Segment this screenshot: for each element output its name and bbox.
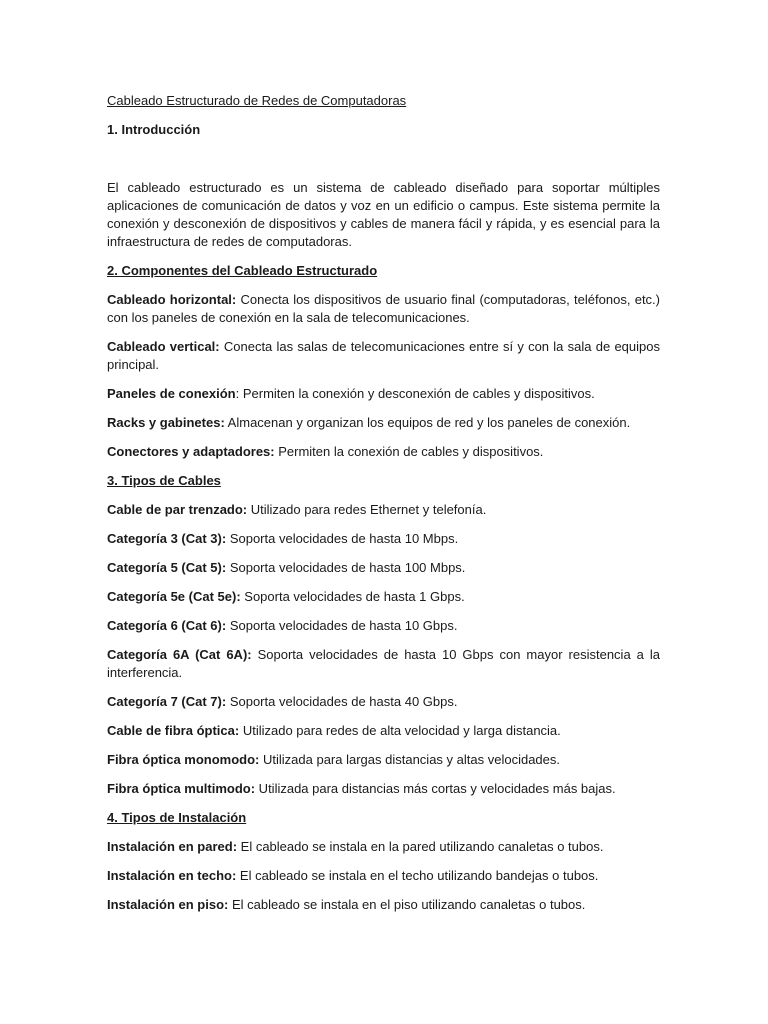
item-term: Instalación en techo: xyxy=(107,868,237,883)
item-term: Categoría 5 (Cat 5): xyxy=(107,560,227,575)
item-desc: El cableado se instala en la pared utilizando canaletas o tubos. xyxy=(237,839,604,854)
list-item xyxy=(107,588,660,606)
item-term: Racks y gabinetes: xyxy=(107,415,225,430)
list-item xyxy=(107,751,660,769)
list-item xyxy=(107,338,660,374)
list-item xyxy=(107,443,660,461)
item-term: Categoría 6 (Cat 6): xyxy=(107,618,227,633)
list-item xyxy=(107,838,660,856)
list-item xyxy=(107,291,660,327)
item-term: Categoría 7 (Cat 7): xyxy=(107,694,227,709)
item-term: Cable de fibra óptica: xyxy=(107,723,240,738)
item-desc: Conecta las salas de telecomunicaciones entre sí y con la sala de equipos principal. xyxy=(107,339,660,372)
item-desc: Soporta velocidades de hasta 10 Mbps. xyxy=(226,531,459,546)
list-item xyxy=(107,559,660,577)
section-heading-componentes: 2. Componentes del Cableado Estructurado xyxy=(107,263,378,278)
item-term: Instalación en pared: xyxy=(107,839,238,854)
list-item xyxy=(107,693,660,711)
item-term: Instalación en piso: xyxy=(107,897,229,912)
section-heading-tipos-de-instalacion: 4. Tipos de Instalación xyxy=(107,810,247,825)
intro-paragraph: El cableado estructurado es un sistema de cableado diseñado para soportar múltiples aplicaciones de comunicación de datos y voz en un edificio o campus. Este sistema permite la conexión y desconexión de dispositivos y cables de manera fácil y rápida, y es esencial para la infraestructura de redes de computadoras. xyxy=(107,180,660,249)
item-desc: Soporta velocidades de hasta 1 Gbps. xyxy=(240,589,465,604)
item-term: Categoría 3 (Cat 3): xyxy=(107,531,227,546)
section-heading-introduccion: 1. Introducción xyxy=(107,122,201,137)
item-term: Paneles de conexión xyxy=(107,386,236,401)
item-term: Fibra óptica multimodo: xyxy=(107,781,256,796)
document-title: Cableado Estructurado de Redes de Computadoras xyxy=(107,93,407,108)
item-desc: Soporta velocidades de hasta 10 Gbps con mayor resistencia a la interferencia. xyxy=(107,647,660,680)
item-desc: Permiten la conexión de cables y dispositivos. xyxy=(274,444,544,459)
list-item xyxy=(107,501,660,519)
list-item xyxy=(107,530,660,548)
list-item xyxy=(107,646,660,682)
item-desc: Utilizada para distancias más cortas y velocidades más bajas. xyxy=(255,781,616,796)
list-item xyxy=(107,722,660,740)
item-desc: Soporta velocidades de hasta 100 Mbps. xyxy=(226,560,466,575)
item-desc: El cableado se instala en el piso utilizando canaletas o tubos. xyxy=(228,897,586,912)
list-item xyxy=(107,414,660,432)
item-term: Conectores y adaptadores: xyxy=(107,444,275,459)
item-desc: Soporta velocidades de hasta 40 Gbps. xyxy=(226,694,458,709)
item-desc: Utilizada para largas distancias y altas velocidades. xyxy=(259,752,560,767)
item-term: Cable de par trenzado: xyxy=(107,502,248,517)
item-desc: Utilizado para redes de alta velocidad y larga distancia. xyxy=(239,723,561,738)
item-term: Categoría 5e (Cat 5e): xyxy=(107,589,241,604)
list-item xyxy=(107,385,660,403)
item-desc: : Permiten la conexión y desconexión de cables y dispositivos. xyxy=(235,386,595,401)
list-item xyxy=(107,896,660,914)
item-desc: Almacenan y organizan los equipos de red y los paneles de conexión. xyxy=(224,415,631,430)
item-term: Fibra óptica monomodo: xyxy=(107,752,260,767)
list-item xyxy=(107,867,660,885)
list-item xyxy=(107,617,660,635)
document-page xyxy=(107,92,660,925)
section-heading-tipos-de-cables: 3. Tipos de Cables xyxy=(107,473,221,488)
item-term: Cableado vertical: xyxy=(107,339,220,354)
item-desc: Conecta los dispositivos de usuario final (computadoras, teléfonos, etc.) con los paneles de conexión en la sala de telecomunicaciones. xyxy=(107,292,661,325)
item-term: Categoría 6A (Cat 6A): xyxy=(107,647,252,662)
list-item xyxy=(107,780,660,798)
item-term: Cableado horizontal: xyxy=(107,292,237,307)
item-desc: Utilizado para redes Ethernet y telefonía. xyxy=(247,502,487,517)
item-desc: Soporta velocidades de hasta 10 Gbps. xyxy=(226,618,458,633)
item-desc: El cableado se instala en el techo utilizando bandejas o tubos. xyxy=(236,868,599,883)
